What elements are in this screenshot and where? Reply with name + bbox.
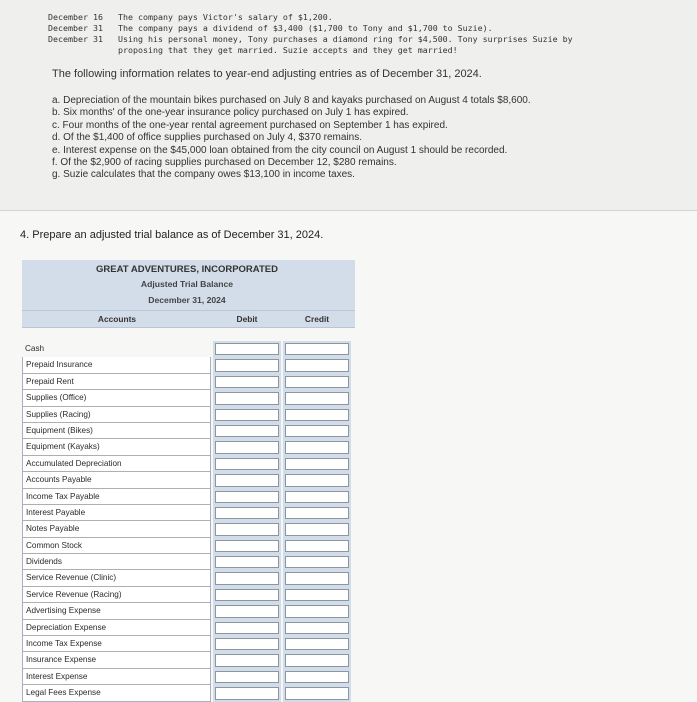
credit-input[interactable] <box>285 671 349 683</box>
debit-input[interactable] <box>215 392 279 404</box>
debit-input[interactable] <box>215 376 279 388</box>
debit-input[interactable] <box>215 441 279 453</box>
debit-input[interactable] <box>215 589 279 601</box>
credit-cell <box>283 603 351 619</box>
adjustment-item: b. Six months' of the one-year insurance policy purchased on July 1 has expired. <box>52 107 409 119</box>
account-name: Accumulated Depreciation <box>22 456 211 472</box>
account-name: Insurance Expense <box>22 652 211 668</box>
credit-input[interactable] <box>285 622 349 634</box>
credit-cell <box>283 374 351 390</box>
debit-cell <box>213 439 281 455</box>
account-name: Accounts Payable <box>22 472 211 488</box>
table-row <box>22 603 355 619</box>
credit-input[interactable] <box>285 425 349 437</box>
debit-cell <box>213 374 281 390</box>
company-name: GREAT ADVENTURES, INCORPORATED <box>96 264 278 275</box>
account-name: Notes Payable <box>22 521 211 537</box>
account-name: Supplies (Racing) <box>22 407 211 423</box>
credit-cell <box>283 505 351 521</box>
transaction-continuation: proposing that they get married. Suzie accepts and they get married! <box>118 45 458 55</box>
adjustment-item: c. Four months of the one-year rental agreement purchased on September 1 has expired. <box>52 119 448 131</box>
table-row <box>22 620 355 636</box>
credit-input[interactable] <box>285 572 349 584</box>
table-row <box>22 685 355 701</box>
credit-input[interactable] <box>285 605 349 617</box>
account-name: Equipment (Bikes) <box>22 423 211 439</box>
debit-cell <box>213 489 281 505</box>
debit-cell <box>213 341 281 357</box>
debit-input[interactable] <box>215 556 279 568</box>
credit-input[interactable] <box>285 654 349 666</box>
account-name: Dividends <box>22 554 211 570</box>
debit-cell <box>213 538 281 554</box>
credit-input[interactable] <box>285 507 349 519</box>
debit-input[interactable] <box>215 671 279 683</box>
debit-cell <box>213 456 281 472</box>
debit-input[interactable] <box>215 540 279 552</box>
debit-cell <box>213 570 281 586</box>
debit-cell <box>213 423 281 439</box>
debit-cell <box>213 472 281 488</box>
table-row <box>22 669 355 685</box>
credit-cell <box>283 570 351 586</box>
credit-input[interactable] <box>285 589 349 601</box>
transaction-row <box>48 12 688 23</box>
table-row <box>22 505 355 521</box>
account-name: Depreciation Expense <box>22 620 211 636</box>
credit-cell <box>283 357 351 373</box>
debit-input[interactable] <box>215 507 279 519</box>
credit-cell <box>283 390 351 406</box>
credit-cell <box>283 636 351 652</box>
credit-cell <box>283 685 351 701</box>
table-row <box>22 390 355 406</box>
debit-input[interactable] <box>215 572 279 584</box>
credit-cell <box>283 407 351 423</box>
debit-input[interactable] <box>215 425 279 437</box>
credit-header: Credit <box>304 314 330 324</box>
account-name: Equipment (Kayaks) <box>22 439 211 455</box>
debit-input[interactable] <box>215 343 279 355</box>
debit-input[interactable] <box>215 654 279 666</box>
debit-cell <box>213 669 281 685</box>
account-name: Legal Fees Expense <box>22 685 211 701</box>
table-row <box>22 570 355 586</box>
credit-cell <box>283 439 351 455</box>
debit-input[interactable] <box>215 638 279 650</box>
debit-cell <box>213 652 281 668</box>
account-name: Service Revenue (Clinic) <box>22 570 211 586</box>
accounts-header: Accounts <box>97 314 137 324</box>
table-row <box>22 521 355 537</box>
account-name: Supplies (Office) <box>22 390 211 406</box>
credit-input[interactable] <box>285 491 349 503</box>
transaction-date: December 31 <box>48 34 103 44</box>
credit-input[interactable] <box>285 687 349 699</box>
credit-input[interactable] <box>285 376 349 388</box>
credit-input[interactable] <box>285 409 349 421</box>
transaction-row <box>48 23 688 34</box>
account-name: Cash <box>25 344 45 353</box>
account-name: Service Revenue (Racing) <box>22 587 211 603</box>
adjustment-item: a. Depreciation of the mountain bikes purchased on July 8 and kayaks purchased on August 4 totals $8,600. <box>52 95 531 106</box>
table-row <box>22 341 355 357</box>
credit-cell <box>283 554 351 570</box>
debit-input[interactable] <box>215 523 279 535</box>
credit-input[interactable] <box>285 458 349 470</box>
statement-title: Adjusted Trial Balance <box>140 279 234 289</box>
credit-input[interactable] <box>285 638 349 650</box>
table-row <box>22 489 355 505</box>
spacer-row <box>22 328 355 341</box>
debit-cell <box>213 407 281 423</box>
debit-cell <box>213 587 281 603</box>
adjustment-item: d. Of the $1,400 of office supplies purchased on July 4, $370 remains. <box>52 132 363 144</box>
adjusted-trial-balance <box>22 260 355 702</box>
transaction-text: The company pays a dividend of $3,400 ($1,700 to Tony and $1,700 to Suzie). <box>118 23 493 33</box>
transactions-list <box>48 12 688 56</box>
credit-cell <box>283 456 351 472</box>
account-name: Advertising Expense <box>22 603 211 619</box>
table-row <box>22 407 355 423</box>
debit-input[interactable] <box>215 359 279 371</box>
credit-cell <box>283 652 351 668</box>
credit-input[interactable] <box>285 540 349 552</box>
credit-cell <box>283 472 351 488</box>
transaction-text: Using his personal money, Tony purchases a diamond ring for $4,500. Tony surprises Suzie by <box>118 34 573 44</box>
credit-input[interactable] <box>285 441 349 453</box>
debit-cell <box>213 505 281 521</box>
account-name: Interest Expense <box>22 669 211 685</box>
debit-input[interactable] <box>215 474 279 486</box>
debit-cell <box>213 390 281 406</box>
table-row <box>22 538 355 554</box>
table-row <box>22 456 355 472</box>
table-row <box>22 472 355 488</box>
debit-cell <box>213 620 281 636</box>
task-prompt: 4. Prepare an adjusted trial balance as of December 31, 2024. <box>20 229 324 241</box>
table-row <box>22 636 355 652</box>
transaction-row <box>48 34 688 45</box>
table-row <box>22 554 355 570</box>
credit-input[interactable] <box>285 359 349 371</box>
debit-input[interactable] <box>215 687 279 699</box>
debit-cell <box>213 636 281 652</box>
table-row <box>22 652 355 668</box>
debit-cell <box>213 554 281 570</box>
credit-cell <box>283 341 351 357</box>
debit-input[interactable] <box>215 409 279 421</box>
credit-input[interactable] <box>285 556 349 568</box>
transaction-date: December 31 <box>48 23 103 33</box>
credit-input[interactable] <box>285 343 349 355</box>
credit-cell <box>283 489 351 505</box>
account-name: Prepaid Insurance <box>22 357 211 373</box>
transaction-date: December 16 <box>48 12 103 22</box>
account-name: Income Tax Expense <box>22 636 211 652</box>
account-name: Interest Payable <box>22 505 211 521</box>
statement-date: December 31, 2024 <box>148 295 226 305</box>
trial-balance-header <box>22 260 355 311</box>
debit-input[interactable] <box>215 622 279 634</box>
table-row <box>22 587 355 603</box>
table-row <box>22 374 355 390</box>
adjustment-item: e. Interest expense on the $45,000 loan obtained from the city council on August 1 should be recorded. <box>52 144 508 156</box>
credit-cell <box>283 521 351 537</box>
debit-input[interactable] <box>215 491 279 503</box>
table-row <box>22 423 355 439</box>
debit-header: Debit <box>236 314 258 324</box>
credit-input[interactable] <box>285 474 349 486</box>
account-name: Income Tax Payable <box>22 489 211 505</box>
credit-input[interactable] <box>285 392 349 404</box>
transaction-text: The company pays Victor's salary of $1,200. <box>118 12 333 22</box>
credit-cell <box>283 423 351 439</box>
adjustments-intro: The following information relates to year-end adjusting entries as of December 31, 2024. <box>52 68 482 80</box>
account-name: Prepaid Rent <box>22 374 211 390</box>
account-name: Common Stock <box>22 538 211 554</box>
debit-input[interactable] <box>215 605 279 617</box>
credit-cell <box>283 669 351 685</box>
debit-cell <box>213 685 281 701</box>
table-row <box>22 357 355 373</box>
debit-cell <box>213 603 281 619</box>
table-row <box>22 439 355 455</box>
debit-input[interactable] <box>215 458 279 470</box>
debit-cell <box>213 521 281 537</box>
credit-cell <box>283 620 351 636</box>
adjustment-item: f. Of the $2,900 of racing supplies purchased on December 12, $280 remains. <box>52 157 397 169</box>
debit-cell <box>213 357 281 373</box>
problem-context-panel <box>0 0 697 211</box>
credit-cell <box>283 538 351 554</box>
adjustment-item: g. Suzie calculates that the company owes $13,100 in income taxes. <box>52 169 355 181</box>
credit-input[interactable] <box>285 523 349 535</box>
trial-balance-rows <box>22 341 355 702</box>
column-headers <box>22 311 355 328</box>
adjustments-list <box>52 95 531 182</box>
credit-cell <box>283 587 351 603</box>
